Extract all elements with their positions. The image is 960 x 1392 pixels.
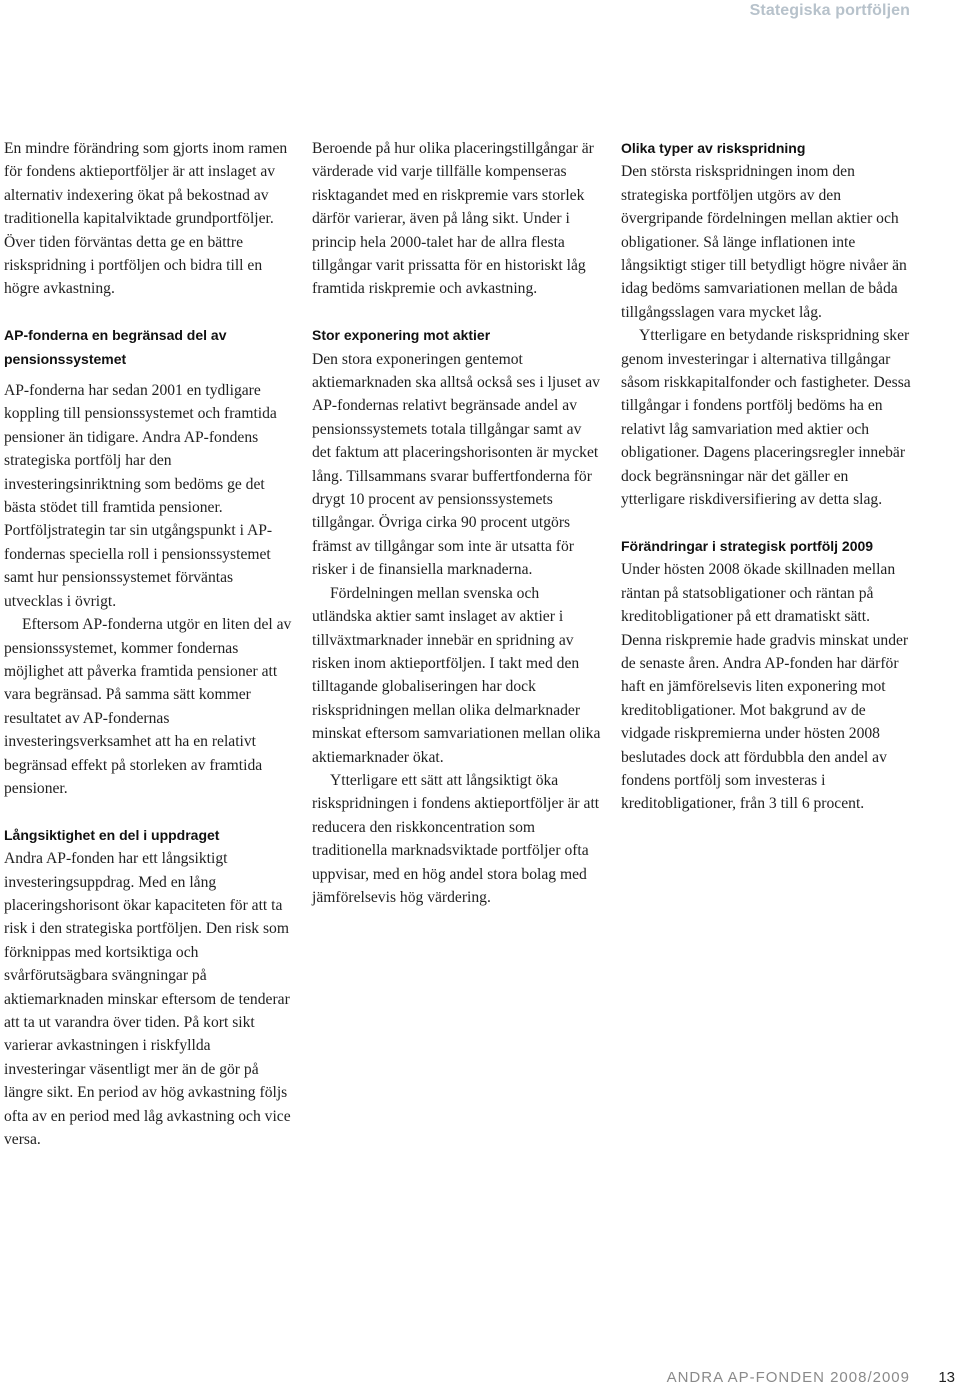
body-paragraph: AP-fonderna har sedan 2001 en tydligare koppling till pensionssystemet och framtida pensioner än tidigare. Andra AP-fondens strategiska portfölj har den investeringsinriktning som bedöms ge det bästa stödet till framtida pensioner. Portföljstrategin tar sin utgångspunkt i AP-fondernas speciella roll i pensionssystemet samt hur pensionssystemet förväntas utvecklas i övrigt.: [4, 382, 277, 610]
text-column-2: [312, 137, 602, 909]
page-number: 13: [938, 1369, 955, 1386]
spacer: [312, 301, 602, 324]
running-head-section-title: Stategiska portföljen: [749, 2, 910, 19]
body-paragraph: Ytterligare ett sätt att långsiktigt öka riskspridningen i fondens aktieportföljer är att reducera den riskkoncentration som traditionella marknadsviktade portföljer ofta uppvisar, med en hög andel stora bolag med jämförelsevis hög värdering.: [312, 771, 600, 906]
body-paragraph: Ytterligare en betydande riskspridning sker genom investeringar i alternativa tillgångar såsom riskkapitalfonder och fastigheter. Dessa tillgångar i fondens portfölj bedöms ha en relativt låg samvariation med aktier och obligationer. Dagens placeringsregler innebär dock begränsningar när det gäller en ytterligare riskdiversifiering av detta slag.: [621, 327, 911, 509]
section-heading: Stor exponering mot aktier: [312, 327, 491, 344]
body-paragraph: Fördelningen mellan svenska och utländska aktier samt inslaget av aktier i tillväxtmarknader innebär en spridning av risken inom aktieportföljen. I takt med den tilltagande globaliseringen har dock riskspridningen mellan olika delmarknader minskat eftersom samvariationen mellan olika aktiemarknader ökat.: [312, 584, 601, 766]
body-paragraph: Den stora exponeringen gentemot aktiemarknaden ska alltså också ses i ljuset av AP-fondernas relativt begränsade andel av pensionssystemets totala tillgångar samt av det faktum att placeringshorisonten är mycket lång. Tillsammans svarar buffertfonderna för drygt 10 procent av pensionssystemets tillgångar. Övriga cirka 90 procent utgörs främst av tillgångar som inte är utsatta för risker i de finansiella marknaderna.: [312, 350, 600, 579]
body-paragraph: Under hösten 2008 ökade skillnaden mellan räntan på statsobligationer och räntan på kreditobligationer på ett dramatiskt sätt. Denna riskpremie hade gradvis minskat under de senaste åren. Andra AP-fonden har därför haft en jämförelsevis liten exponering mot kreditobligationer. Mot bakgrund av de vidgade riskpremierna under hösten 2008 beslutades dock att fördubbla den andel av fondens portfölj som investeras i kreditobligationer, från 3 till 6 procent.: [621, 561, 909, 813]
spacer: [4, 371, 294, 379]
spacer: [4, 301, 294, 324]
intro-paragraph: En mindre förändring som gjorts inom ramen för fondens aktieportföljer är att inslaget av alternativ indexering ökat på bekostnad av traditionella kapitalviktade grundportföljer. Över tiden förväntas detta ge en bättre riskspridning i portföljen och bidra till en högre avkastning.: [4, 140, 288, 298]
body-paragraph: Andra AP-fonden har ett långsiktigt investeringsuppdrag. Med en lång placeringshorisont ökar kapaciteten för att ta risk i den strategiska portföljen. Den risk som förknippas med kortsiktiga och svårförutsägbara svängningar på aktiemarknaden minskar eftersom de tenderar att ta ut varandra över tiden. På kort sikt varierar avkastningen i riskfyllda investeringar väsentligt mer än de gör på längre sikt. En period av hög avkastning följs ofta av en period med låg avkastning och vice versa.: [4, 850, 291, 1149]
section-heading: AP-fonderna en begränsad del av pensionssystemet: [4, 327, 227, 367]
spacer: [4, 800, 294, 823]
text-column-1: [4, 137, 294, 1151]
body-paragraph: Eftersom AP-fonderna utgör en liten del av pensionssystemet, kommer fondernas möjlighet att påverka framtida pensioner att vara begränsad. På samma sätt kommer resultatet av AP-fondernas investeringsverksamhet att ha en relativt begränsad effekt på storleken av framtida pensioner.: [4, 616, 292, 797]
section-heading: Långsiktighet en del i uppdraget: [4, 826, 220, 843]
spacer: [621, 512, 913, 535]
body-paragraph: Den största riskspridningen inom den strategiska portföljen utgörs av den övergripande fördelningen mellan aktier och obligationer. Så länge inflationen inte långsiktigt stiger till betydligt högre nivåer än idag bedöms samvariationen mellan de båda tillgångsslagen vara mycket låg.: [621, 163, 907, 321]
section-heading: Olika typer av riskspridning: [621, 140, 806, 156]
section-heading: Förändringar i strategisk portfölj 2009: [621, 537, 874, 554]
text-column-3: [621, 137, 913, 816]
intro-paragraph: Beroende på hur olika placeringstillgångar är värderade vid varje tillfälle kompenseras risktagandet med en riskpremie vars storlek därför varierar, även på lång sikt. Under i princip hela 2000-talet har de allra flesta tillgångar varit prissatta för en historiskt låg framtida riskpremie och avkastning.: [312, 140, 594, 298]
footer-publication-title: ANDRA AP-FONDEN 2008/2009: [666, 1369, 910, 1386]
